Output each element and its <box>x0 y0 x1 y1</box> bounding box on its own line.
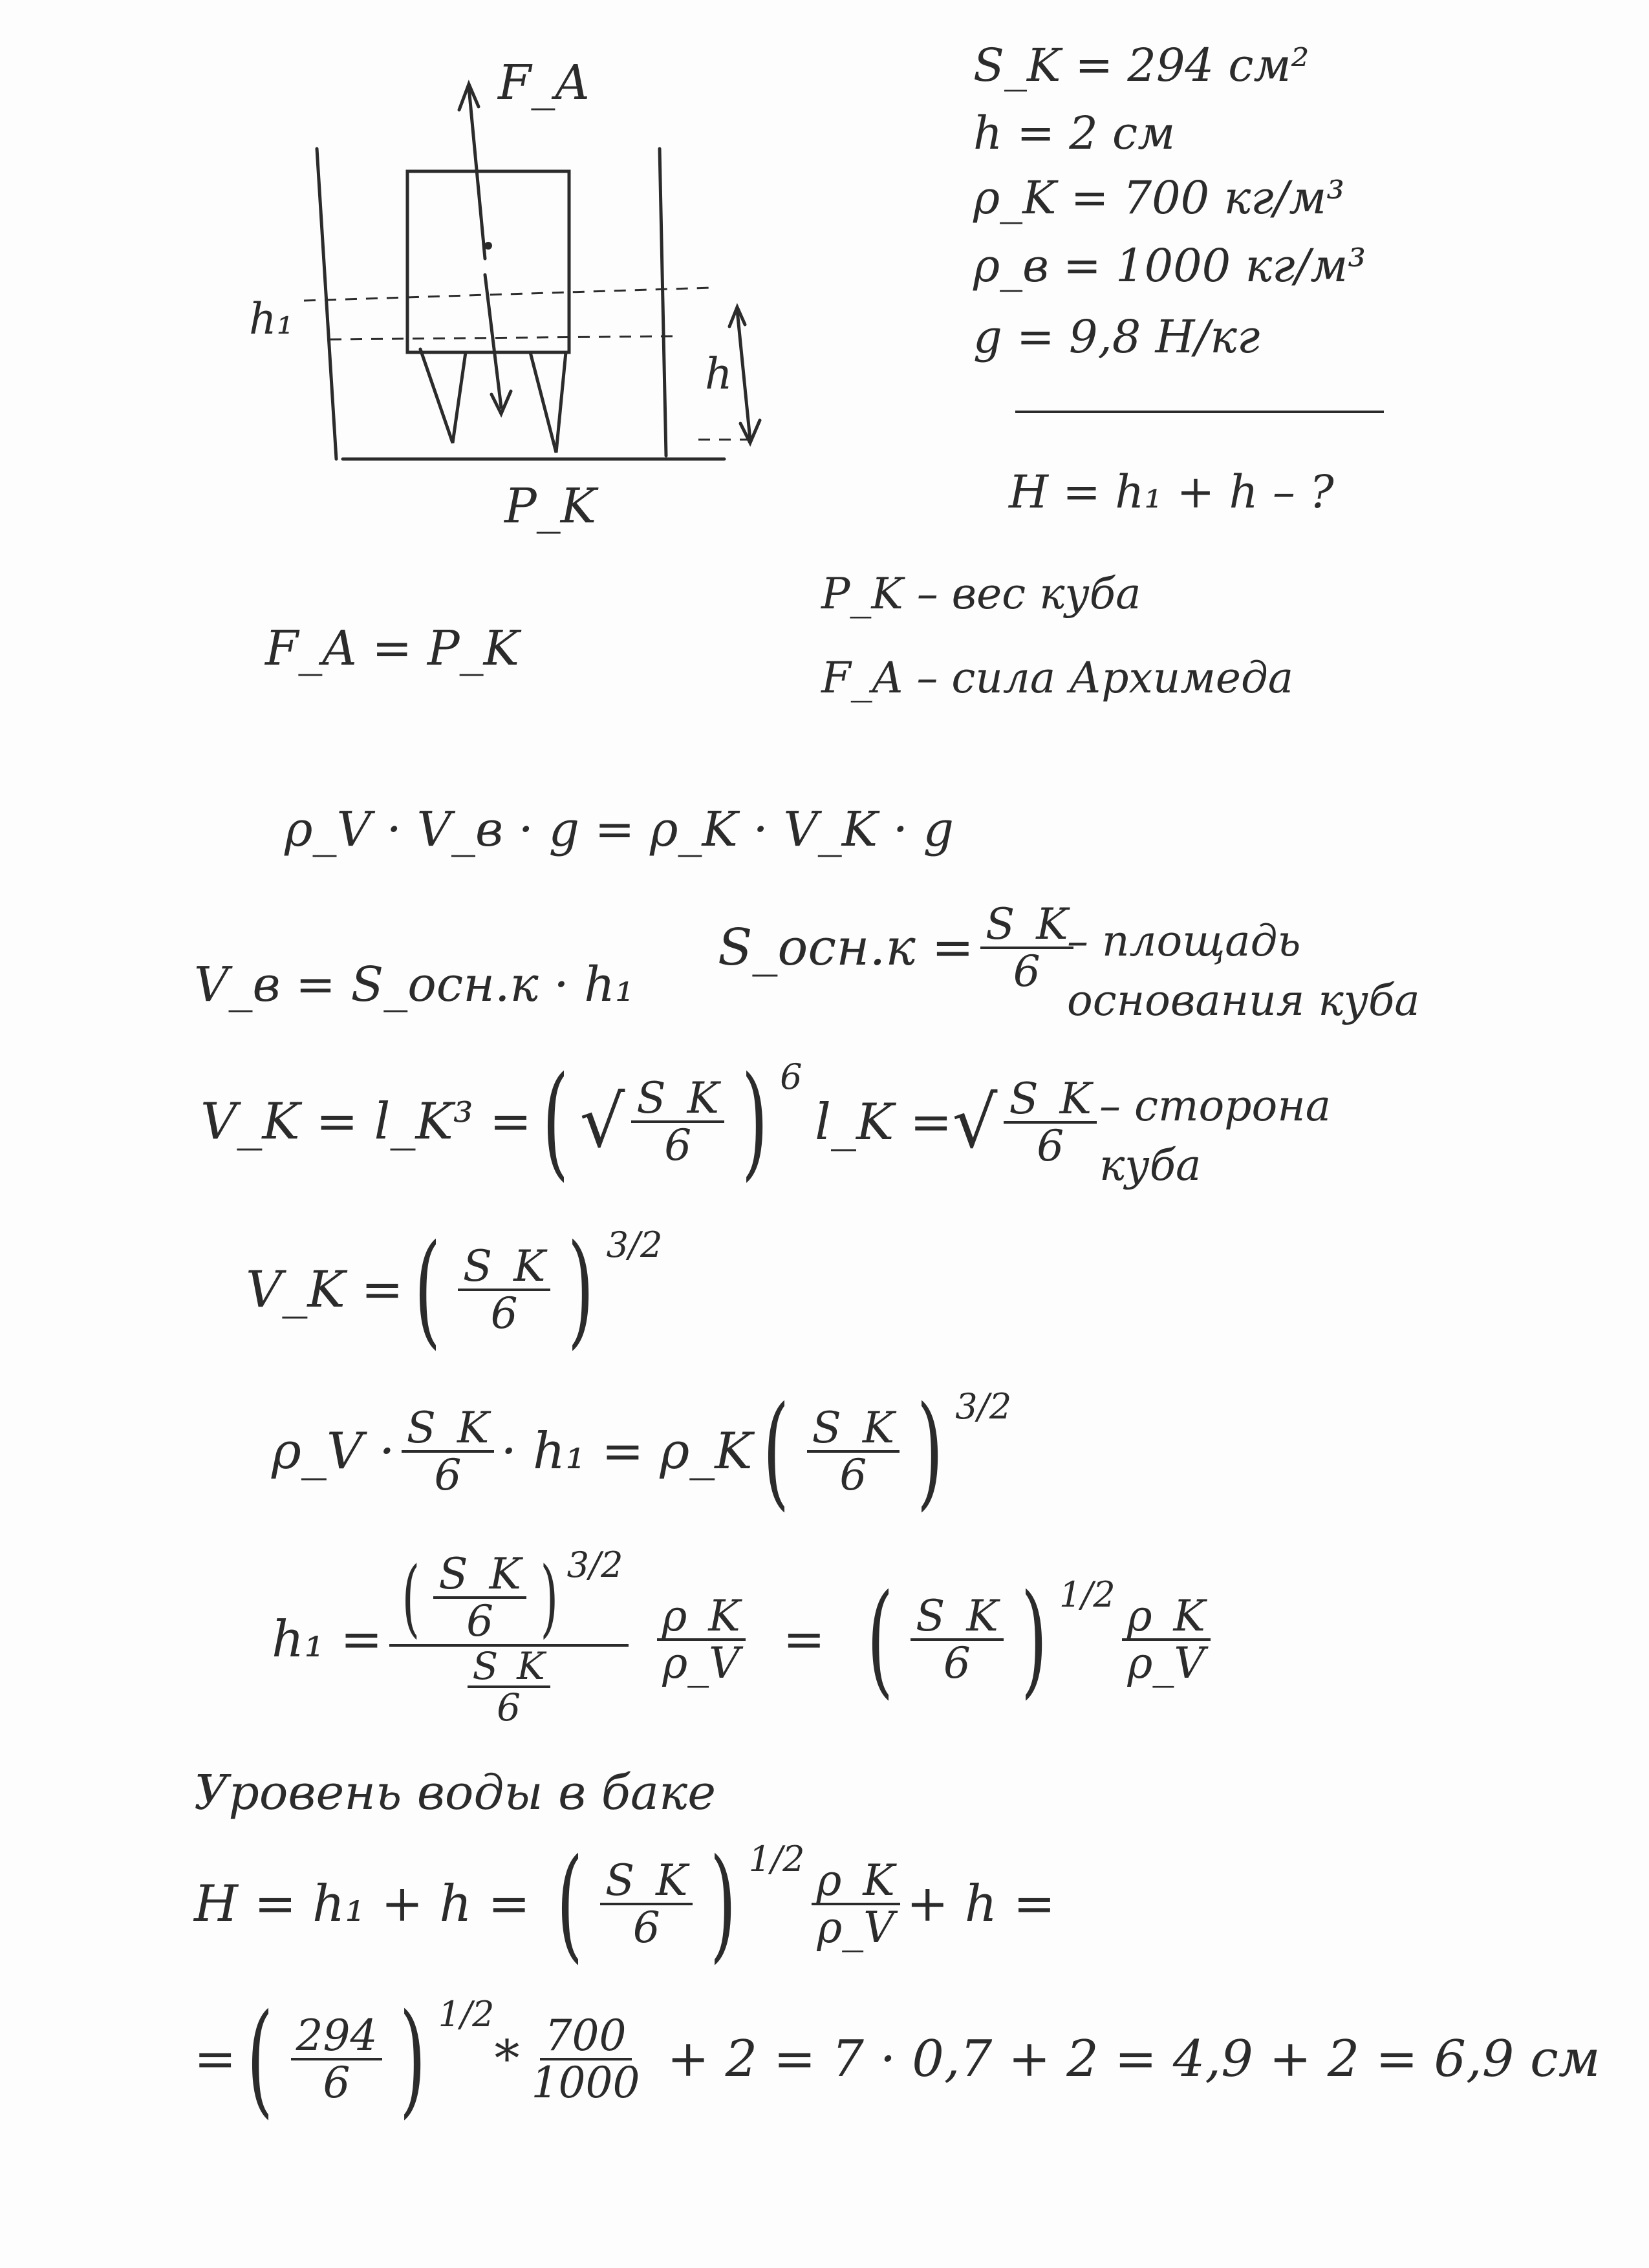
numeric-exp: 1/2 <box>438 1993 495 2035</box>
numeric-area-fraction <box>291 2010 383 2108</box>
cube-volume-power-exp: 3/2 <box>606 1224 663 1265</box>
volume-balance-fraction-right <box>807 1402 900 1500</box>
given-gravity: g = 9,8 Н/кг <box>973 310 1260 363</box>
total-height-rho-num: ρ_K <box>812 1858 900 1905</box>
cube-volume-num: S_K <box>631 1076 724 1123</box>
center-dot <box>484 242 492 250</box>
numeric-area-num: 294 <box>291 2013 383 2060</box>
water-volume-equation: V_в = S_осн.к · h₁ <box>194 957 634 1012</box>
base-area-note: – площадь основания куба <box>1067 916 1420 1026</box>
volume-balance-right-num: S_K <box>807 1406 900 1453</box>
total-height-num: S_K <box>600 1858 693 1905</box>
h1-right-num: S_K <box>911 1594 1004 1641</box>
cube-volume-equation: V_K = l_K³ = ( √ $\frac{S\_K}{6}$ ) 6 <box>200 1050 803 1193</box>
h1-den-den: 6 <box>497 1685 521 1730</box>
force-fa-label: F_A <box>498 55 590 111</box>
cube-side-num: S_K <box>1004 1076 1097 1124</box>
numeric-density-fraction <box>526 2010 645 2108</box>
height-h-label: h <box>705 349 733 399</box>
base-area-fraction <box>980 899 1073 997</box>
numeric-density-den: 1000 <box>531 2058 640 2108</box>
h1-rho-num: ρ_K <box>657 1594 746 1641</box>
h1-inner-num: S_K <box>433 1552 526 1599</box>
h1-right-rho-fraction <box>1122 1590 1211 1689</box>
volume-balance-left-den: 6 <box>434 1450 462 1500</box>
h1-big-den <box>462 1643 555 1730</box>
h1-big-num: ( $\frac{S\_K}{6}$ ) 3/2 <box>389 1552 629 1647</box>
cube-volume-power-fraction <box>458 1241 551 1338</box>
h1-right-rho-den: ρ_V <box>1127 1638 1205 1689</box>
cube-volume-power-den: 6 <box>490 1289 518 1338</box>
base-area-num: S_K <box>980 902 1073 949</box>
h1-inner-den: 6 <box>466 1596 494 1647</box>
cube-volume-power-equation: V_K = ( $\frac{S\_K}{6}$ ) 3/2 <box>246 1218 663 1361</box>
h1-right-rho-num: ρ_K <box>1122 1594 1211 1641</box>
h1-den-num: S_K <box>468 1647 550 1689</box>
cube-volume-power-num: S_K <box>458 1244 551 1291</box>
h1-right-den: 6 <box>943 1638 971 1689</box>
volume-balance-lhs: ρ_V · <box>272 1422 395 1481</box>
cube-side-equation: l_K = √ $\frac{S\_K}{6}$ <box>815 1076 1103 1169</box>
total-height-lhs: H = h₁ + h = <box>194 1875 530 1933</box>
total-height-equation: H = h₁ + h = ( $\frac{S\_K}{6}$ ) 1/2 $\frac{\rho\_K}{\rho\_V}$ + h = <box>194 1832 1056 1975</box>
question: H = h₁ + h – ? <box>1009 465 1334 519</box>
cube-side-den: 6 <box>1037 1121 1064 1171</box>
numeric-result: + 2 = 7 · 0,7 + 2 = 4,9 + 2 = 6,9 см <box>667 2030 1600 2088</box>
base-area-lhs: S_осн.к = <box>718 919 974 978</box>
numeric-open: = <box>194 2030 237 2088</box>
h1-equation: h₁ = ( $\frac{S\_K}{6}$ ) 3/2 $\frac{S\_K}{6}$ $\frac{\rho\_K}{\rho\_V}$ = ( $\frac{S\_K}{6}$ ) 1/2 $\frac{\rho\_K}{\rho\_V}$ <box>272 1552 1217 1728</box>
numeric-density-num: 700 <box>540 2013 632 2060</box>
cube-side-fraction <box>1004 1076 1097 1169</box>
numeric-star: * <box>494 2030 520 2088</box>
h1-big-fraction <box>389 1544 629 1730</box>
volume-balance-right-den: 6 <box>839 1450 867 1500</box>
force-pk-label: P_K <box>504 478 597 534</box>
note-weight: P_K – вес куба <box>821 569 1141 619</box>
h1-right-fraction <box>911 1590 1004 1689</box>
forces-equation: ρ_V · V_в · g = ρ_K · V_K · g <box>285 802 954 857</box>
cube-volume-exp: 6 <box>780 1056 803 1097</box>
balance-equation: F_A = P_K <box>265 621 519 676</box>
given-water-density: ρ_в = 1000 кг/м³ <box>973 239 1366 292</box>
given-height: h = 2 см <box>973 107 1176 160</box>
cube-volume-power-lhs: V_K = <box>246 1261 404 1319</box>
water-level-caption: Уровень воды в баке <box>194 1765 716 1821</box>
total-height-rho-den: ρ_V <box>817 1903 894 1952</box>
h1-right-exp: 1/2 <box>1059 1574 1116 1615</box>
total-height-fraction <box>600 1855 693 1952</box>
depth-h1-label: h₁ <box>249 294 294 344</box>
given-cube-density: ρ_K = 700 кг/м³ <box>973 171 1345 224</box>
volume-balance-equation: ρ_V · $\frac{S\_K}{6}$ · h₁ = ρ_K ( $\frac{S\_K}{6}$ ) 3/2 <box>272 1380 1012 1523</box>
h1-inner-exp: 3/2 <box>566 1544 623 1585</box>
cube-volume-lhs: V_K = l_K³ = <box>200 1093 532 1151</box>
cube-volume-fraction <box>631 1073 724 1170</box>
volume-balance-mid: · h₁ = ρ_K <box>501 1422 753 1481</box>
total-height-rho-fraction <box>812 1855 900 1952</box>
h1-rho-den: ρ_V <box>662 1638 740 1689</box>
h1-rho-fraction <box>657 1590 746 1689</box>
note-archimedes: F_A – сила Архимеда <box>821 653 1294 703</box>
volume-balance-left-num: S_K <box>402 1406 495 1453</box>
h1-lhs: h₁ = <box>272 1610 383 1669</box>
total-height-tail: + h = <box>906 1875 1056 1933</box>
volume-balance-exp: 3/2 <box>955 1385 1012 1427</box>
numeric-area-den: 6 <box>323 2058 350 2108</box>
h1-equals: = <box>782 1610 825 1669</box>
cube-volume-den: 6 <box>664 1120 692 1170</box>
h1-inner-fraction <box>433 1549 526 1647</box>
total-height-exp: 1/2 <box>748 1838 805 1879</box>
base-area-equation <box>718 899 1080 997</box>
total-height-den: 6 <box>632 1903 660 1952</box>
cube-side-note: – сторона куба <box>1099 1081 1331 1191</box>
cube-side-lhs: l_K = <box>815 1093 953 1152</box>
volume-balance-fraction-left <box>402 1402 495 1500</box>
given-area: S_K = 294 см² <box>973 39 1310 92</box>
numeric-equation: = ( $\frac{294}{6}$ ) 1/2 * $\frac{700}{1000}$ + 2 = 7 · 0,7 + 2 = 4,9 + 2 = 6,9 см <box>194 1987 1600 2130</box>
base-area-den: 6 <box>1013 947 1040 997</box>
given-divider <box>1015 411 1384 413</box>
